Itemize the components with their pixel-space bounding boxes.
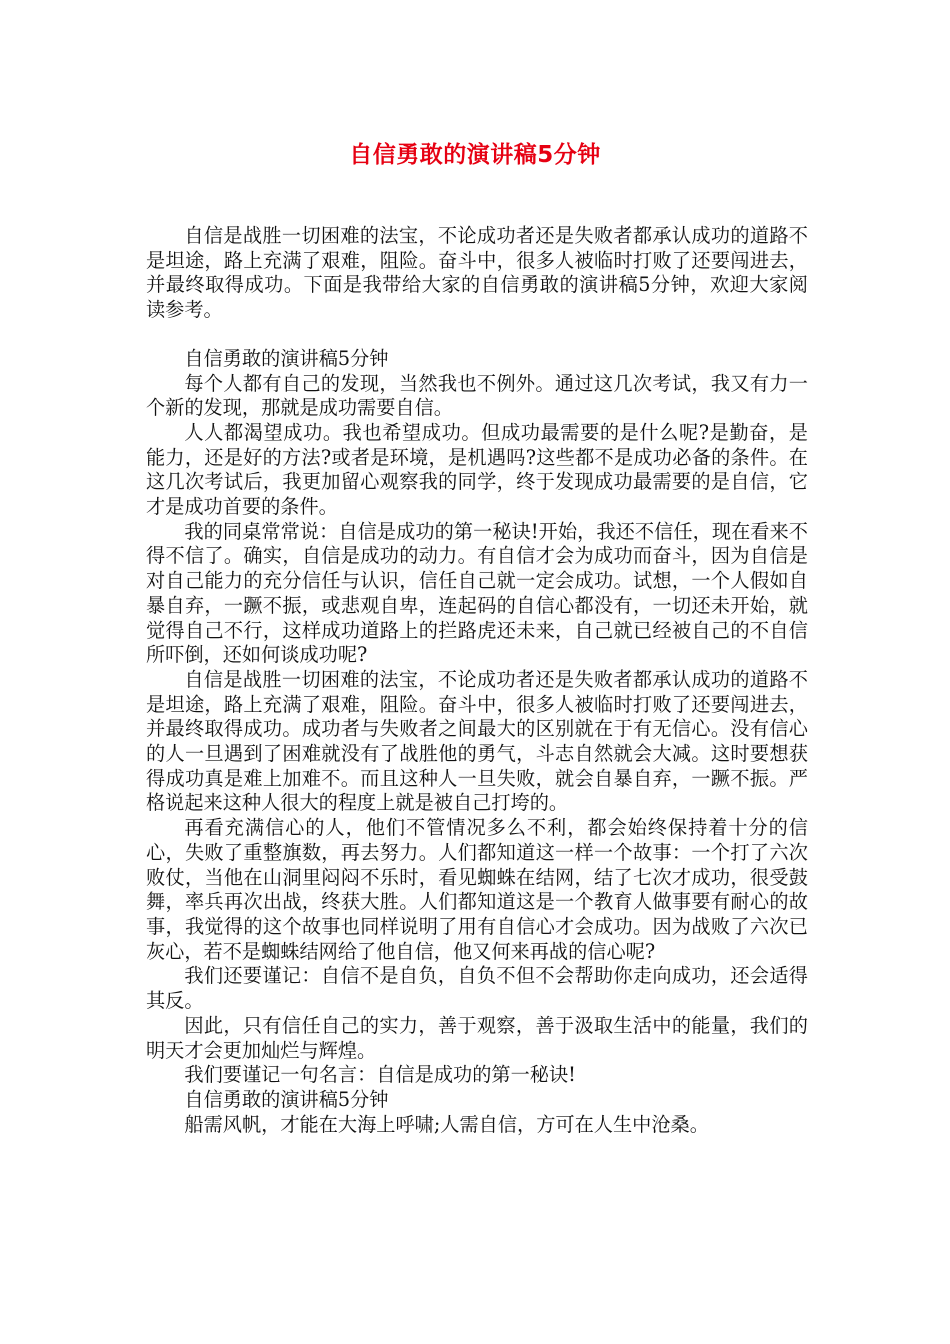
- section-heading: 自信勇敢的演讲稿5分钟: [184, 1087, 389, 1111]
- body-paragraph: 人人都渴望成功。我也希望成功。但成功最需要的是什么呢?是勤奋，是能力，还是好的方法?或者是环境，是机遇吗?这些都不是成功必备的条件。在这几次考试后，我更加留心观察我的同学，终于发现成功最需要的是自信，它才是成功首要的条件。: [146, 420, 808, 519]
- body-paragraph: 每个人都有自己的发现，当然我也不例外。通过这几次考试，我又有力一个新的发现，那就是成功需要自信。: [146, 371, 808, 420]
- body-paragraph: 船需风帆，才能在大海上呼啸;人需自信，方可在人生中沧桑。: [184, 1112, 709, 1136]
- body-paragraph: 再看充满信心的人，他们不管情况多么不利，都会始终保持着十分的信心，失败了重整旗数，再去努力。人们都知道这一样一个故事：一个打了六次败仗，当他在山洞里闷闷不乐时，看见蜘蛛在结网，结了七次才成功，很受鼓舞，率兵再次出战，终获大胜。人们都知道这是一个教育人做事要有耐心的故事，我觉得的这个故事也同样说明了用有自信心才会成功。因为战败了六次已灰心，若不是蜘蛛结网给了他自信，他又何来再战的信心呢?: [146, 816, 808, 963]
- document-body: [146, 224, 808, 1137]
- body-paragraph: 自信是战胜一切困难的法宝，不论成功者还是失败者都承认成功的道路不是坦途，路上充满了艰难，阻险。奋斗中，很多人被临时打败了还要闯进去，并最终取得成功。成功者与失败者之间最大的区别就在于有无信心。没有信心的人一旦遇到了困难就没有了战胜他的勇气，斗志自然就会大减。这时要想获得成功真是难上加难不。而且这种人一旦失败，就会自暴自弃，一蹶不振。严格说起来这种人很大的程度上就是被自己打垮的。: [146, 667, 808, 815]
- body-paragraph: 我们要谨记一句名言：自信是成功的第一秘诀!: [184, 1063, 576, 1087]
- document-title: 自信勇敢的演讲稿5分钟: [349, 142, 601, 168]
- body-paragraph: 我们还要谨记：自信不是自负，自负不但不会帮助你走向成功，还会适得其反。: [146, 964, 808, 1013]
- section-heading: 自信勇敢的演讲稿5分钟: [184, 346, 389, 370]
- body-paragraph: 我的同桌常常说：自信是成功的第一秘诀!开始，我还不信任，现在看来不得不信了。确实，自信是成功的动力。有自信才会为成功而奋斗，因为自信是对自己能力的充分信任与认识，信任自己就一定会成功。试想，一个人假如自暴自弃，一蹶不振，或悲观自卑，连起码的自信心都没有，一切还未开始，就觉得自己不行，这样成功道路上的拦路虎还未来，自己就已经被自己的不自信所吓倒，还如何谈成功呢?: [146, 519, 808, 667]
- intro-paragraph: 自信是战胜一切困难的法宝，不论成功者还是失败者都承认成功的道路不是坦途，路上充满了艰难，阻险。奋斗中，很多人被临时打败了还要闯进去，并最终取得成功。下面是我带给大家的自信勇敢的演讲稿5分钟，欢迎大家阅读参考。: [146, 224, 808, 322]
- body-paragraph: 因此，只有信任自己的实力，善于观察，善于汲取生活中的能量，我们的明天才会更加灿烂与辉煌。: [146, 1013, 808, 1062]
